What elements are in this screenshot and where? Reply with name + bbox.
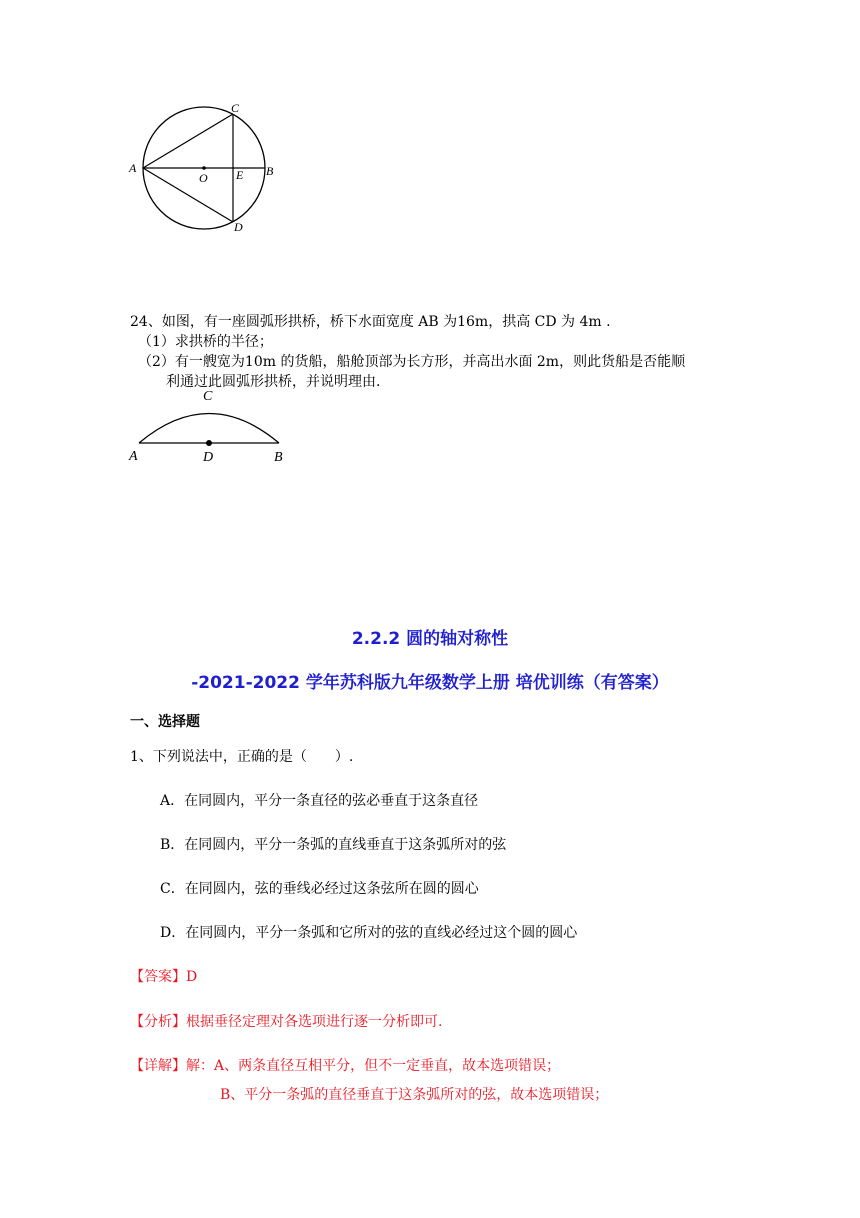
label-c: C xyxy=(231,101,240,115)
label-e: E xyxy=(236,168,244,182)
analysis: 【分析】根据垂径定理对各选项进行逐一分析即可. xyxy=(130,1014,443,1030)
question-24 xyxy=(130,312,685,392)
lesson-title: 2.2.2 圆的轴对称性 xyxy=(351,629,509,649)
q24-part2: （2）有一艘宽为10m 的货船，船舱顶部为长方形，并高出水面 2m，则此货船是否能顺 xyxy=(138,354,686,370)
option-b: B．在同圆内，平分一条弧的直线垂直于这条弧所对的弦 xyxy=(160,837,507,853)
option-a: A．在同圆内，平分一条直径的弦必垂直于这条直径 xyxy=(160,793,479,809)
q24-part1: （1）求拱桥的半径； xyxy=(138,334,273,350)
label-a: A xyxy=(129,161,137,175)
label-o: O xyxy=(199,171,208,185)
label-b: B xyxy=(266,164,274,178)
option-d: D．在同圆内，平分一条弧和它所对的弦的直线必经过这个圆的圆心 xyxy=(160,925,578,941)
circle-figure xyxy=(125,100,285,235)
q24-part2-cont: 利通过此圆弧形拱桥，并说明理由. xyxy=(166,374,381,390)
option-c: C．在同圆内，弦的垂线必经过这条弦所在圆的圆心 xyxy=(160,881,479,897)
arch-label-d: D xyxy=(203,450,214,465)
lesson-subtitle: -2021-2022 学年苏科版九年级数学上册 培优训练（有答案） xyxy=(191,673,669,693)
detail-line-1: 【详解】解：A、两条直径互相平分，但不一定垂直，故本选项错误； xyxy=(130,1058,561,1074)
q1-stem: 1、下列说法中，正确的是（ ）. xyxy=(130,749,354,765)
arch-label-b: B xyxy=(274,450,283,465)
arch-label-c: C xyxy=(203,389,213,404)
section-title: 一、选择题 xyxy=(130,714,200,730)
label-d: D xyxy=(234,220,243,234)
arch-figure xyxy=(125,386,295,468)
arch-label-a: A xyxy=(129,449,138,464)
detail-line-2: B、平分一条弧的直径垂直于这条弧所对的弦，故本选项错误； xyxy=(220,1087,609,1103)
q24-stem: 24、如图，有一座圆弧形拱桥，桥下水面宽度 AB 为16m，拱高 CD 为 4m . xyxy=(130,314,611,330)
answer: 【答案】D xyxy=(130,969,198,985)
